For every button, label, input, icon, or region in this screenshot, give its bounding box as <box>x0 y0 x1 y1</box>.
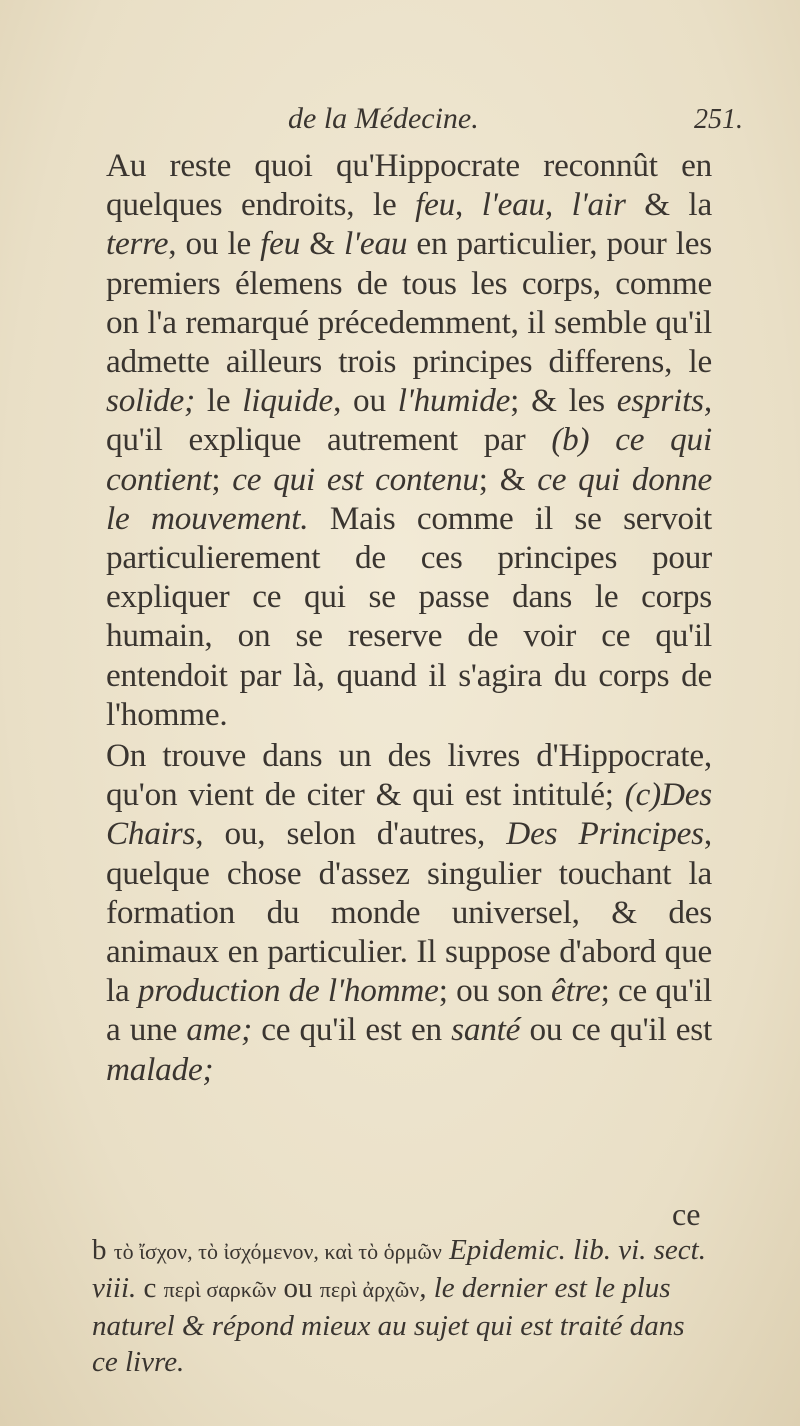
paragraph-2: On trouve dans un des livres d'Hippocrate, qu'on vient de citer & qui est intitulé; (c)Des Chairs, ou, selon d'autres, Des Principes, quelque chose d'assez singulier touchant la formation du monde universel, & des animaux en particulier. Il suppose d'abord que la production de l'homme; ou son être; ce qu'il a une ame; ce qu'il est en santé ou ce qu'il est malade; <box>106 737 712 1088</box>
footnote-b-ref: Epidemic. lib. vi. sect. viii. <box>92 1234 706 1304</box>
running-title: de la Médecine. <box>288 102 479 135</box>
greek-quote-2: περὶ σαρκῶν <box>163 1277 277 1302</box>
body-text <box>92 146 712 1089</box>
catchword: ce <box>672 1196 701 1232</box>
footnotes <box>92 1232 714 1380</box>
page-number: 251. <box>694 104 743 135</box>
footnote-text: b τὸ ἴσχον, τὸ ἰσχόμενον, καὶ τὸ ὁρμῶν Epidemic. lib. vi. sect. viii. c περὶ σαρκῶν ou περὶ ἀρχῶν, le dernier est le plus naturel & répond mieux au sujet qui est traité dans ce livre. <box>92 1234 706 1378</box>
greek-quote-3: περὶ ἀρχῶν <box>319 1277 420 1302</box>
footnote-c-mark: c <box>136 1272 164 1304</box>
footnote-b-mark: b <box>92 1234 107 1266</box>
page-header <box>0 92 800 142</box>
footnote-note: , le dernier est le plus naturel & répond mieux au sujet qui est traité dans ce livre. <box>92 1272 685 1378</box>
paragraph-1: Au reste quoi qu'Hippocrate reconnût en quelques endroits, le feu, l'eau, l'air & la terre, ou le feu & l'eau en particulier, pour les premiers élemens de tous les corps, comme on l'a remarqué précedemment, il semble qu'il admette ailleurs trois principes differens, le solide; le liquide, ou l'humide; & les esprits, qu'il explique autrement par (b) ce qui contient; ce qui est contenu; & ce qui donne le mouvement. Mais comme il se servoit particulierement de ces principes pour expliquer ce qui se passe dans le corps humain, on se reserve de voir ce qu'il entendoit par là, quand il s'agira du corps de l'homme. <box>106 147 712 733</box>
greek-quote-1: τὸ ἴσχον, τὸ ἰσχόμενον, καὶ τὸ ὁρμῶν <box>113 1239 442 1264</box>
